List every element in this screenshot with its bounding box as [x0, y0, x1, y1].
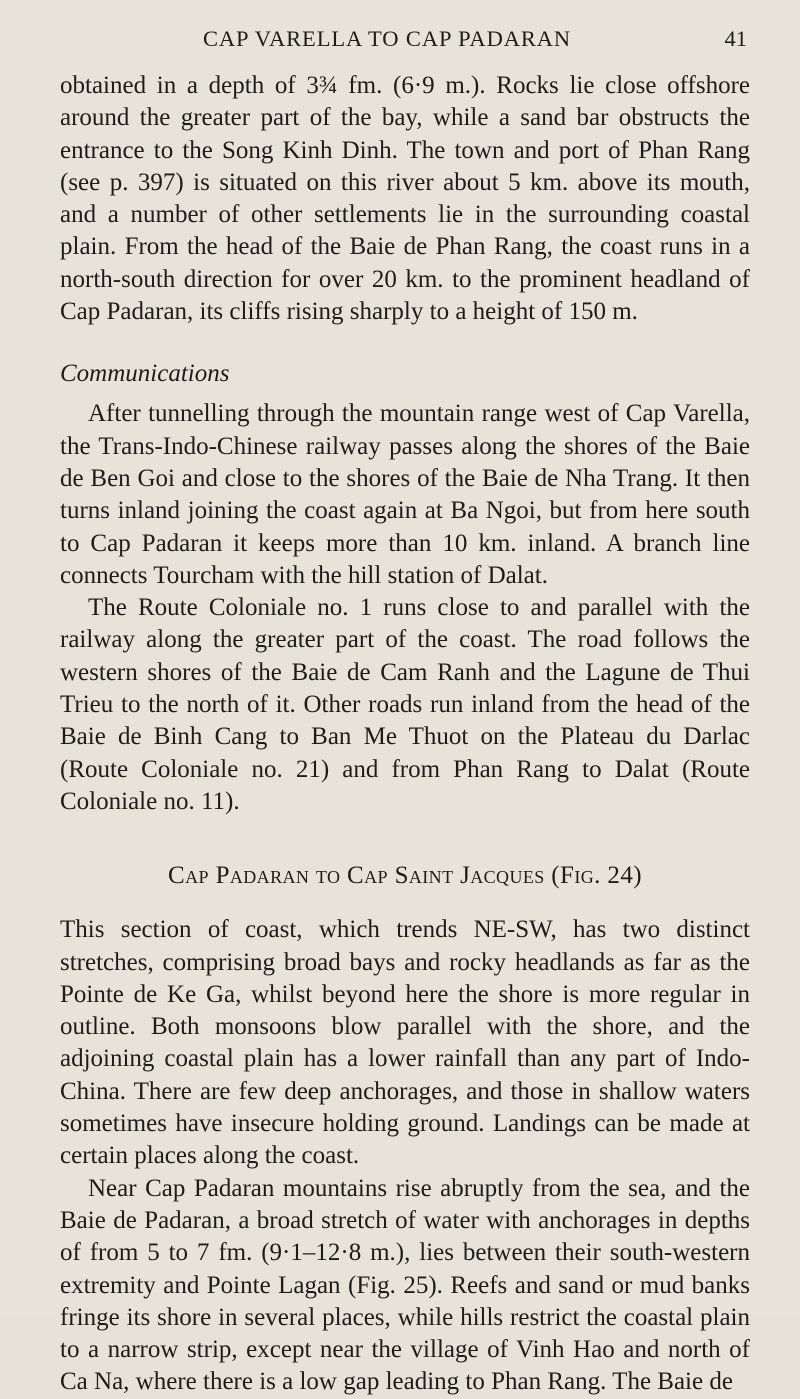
running-title: CAP VARELLA TO CAP PADARAN — [203, 26, 572, 51]
paragraph-coast-section: This section of coast, which trends NE-SW, has two distinct stretches, comprising broad bays and rocky headlands as far as the Pointe de Ke Ga, whilst beyond here the shore is more regular in outline. Both monsoons blow parallel with the shore, and the adjoining coastal plain has a lower rainfall than any part of Indo-China. There are few deep anchorages, and those in shallow waters sometimes have insecure holding ground. Landings can be made at certain places along the coast. — [60, 916, 750, 1170]
section-heading-communications: Communications — [60, 360, 230, 388]
running-header — [60, 18, 750, 58]
page-number: 41 — [724, 26, 747, 51]
paragraph-route-coloniale: The Route Coloniale no. 1 runs close to and parallel with the railway along the greater part of the coast. The road follows the western shores of the Baie de Cam Ranh and the Lagune de Thui Trieu to the north of it. Other roads run inland from the head of the Baie de Binh Cang to Ban Me Thuot on the Plateau du Darlac (Route Coloniale no. 21) and from Phan Rang to Dalat (Route Coloniale no. 11). — [60, 594, 750, 815]
paragraph-baie-de-padaran: Near Cap Padaran mountains rise abruptly from the sea, and the Baie de Padaran, a broad stretch of water with anchorages in depths of from 5 to 7 fm. (9·1–12·8 m.), lies between their south-western extremity and Pointe Lagan (Fig. 25). Reefs and sand or mud banks fringe its shore in several places, while hills restrict the coastal plain to a narrow strip, except near the village of Vinh Hao and north of Ca Na, where there is a low gap leading to Phan Rang. The Baie de — [60, 1174, 750, 1396]
body-text — [60, 70, 750, 1399]
section-heading-padaran-saint-jacques: Cap Padaran to Cap Saint Jacques (Fig. 24) — [168, 862, 642, 890]
paragraph-intro: obtained in a depth of 3¾ fm. (6·9 m.). Rocks lie close offshore around the greater part of the bay, while a sand bar obstructs the entrance to the Song Kinh Dinh. The town and port of Phan Rang (see p. 397) is situated on this river about 5 km. above its mouth, and a number of other settlements lie in the surrounding coastal plain. From the head of the Baie de Phan Rang, the coast runs in a north-south direction for over 20 km. to the prominent headland of Cap Padaran, its cliffs rising sharply to a height of 150 m. — [60, 72, 750, 326]
paragraph-railway: After tunnelling through the mountain range west of Cap Varella, the Trans-Indo-Chinese railway passes along the shores of the Baie de Ben Goi and close to the shores of the Baie de Nha Trang. It then turns inland joining the coast again at Ba Ngoi, but from here south to Cap Padaran it keeps more than 10 km. inland. A branch line connects Tourcham with the hill station of Dalat. — [60, 400, 750, 589]
